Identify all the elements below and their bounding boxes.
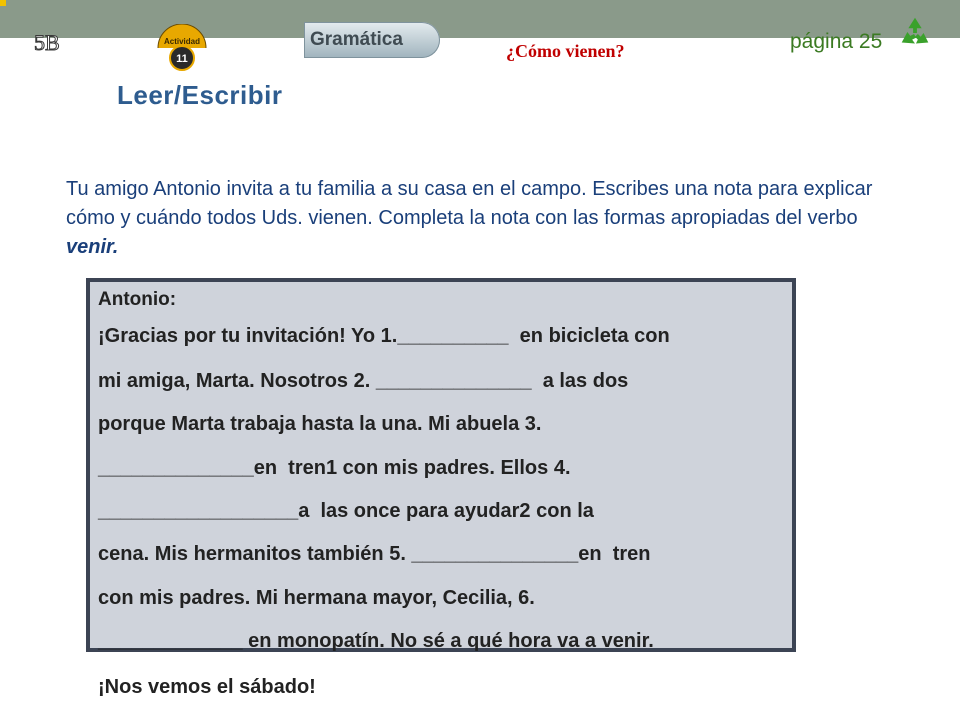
note-line-1: ¡Gracias por tu invitación! Yo 1.__________ en bicicleta con <box>98 325 670 347</box>
instructions <box>66 175 886 262</box>
corner-marker <box>0 0 6 6</box>
instructions-verb: venir. <box>66 236 119 258</box>
note-line-7: con mis padres. Mi hermana mayor, Cecilia, 6. <box>98 587 535 609</box>
section-label: Leer/Escribir <box>117 80 283 110</box>
note-line-9: ¡Nos vemos el sábado! <box>98 676 316 698</box>
note-heading: Antonio: <box>98 289 177 310</box>
note-line-3: porque Marta trabaja hasta la una. Mi abuela 3. <box>98 413 542 435</box>
recycle-icon <box>896 14 934 52</box>
note-line-2: mi amiga, Marta. Nosotros 2. ______________ a las dos <box>98 370 629 392</box>
activity-title: ¿Cómo vienen? <box>506 41 625 61</box>
page-number: página 25 <box>790 30 883 53</box>
actividad-badge <box>152 24 212 84</box>
note-line-4: ______________en tren1 con mis padres. Ellos 4. <box>98 457 571 479</box>
badge-number: 11 <box>176 53 188 65</box>
grammar-button-label: Gramática <box>310 29 403 50</box>
note-line-5: __________________a las once para ayudar2 con la <box>98 500 594 522</box>
grammar-button[interactable] <box>304 22 440 58</box>
instructions-text: Tu amigo Antonio invita a tu familia a su casa en el campo. Escribes una nota para explicar cómo y cuándo todos Uds. vienen. Completa la nota con las formas apropiadas del verbo <box>66 178 873 229</box>
chapter-label: 5B <box>34 30 60 55</box>
note-line-6: cena. Mis hermanitos también 5. _______________en tren <box>98 543 651 565</box>
badge-word: Actividad <box>163 37 201 46</box>
note-line-8: _____________ en monopatín. No sé a qué hora va a venir. <box>98 630 654 652</box>
